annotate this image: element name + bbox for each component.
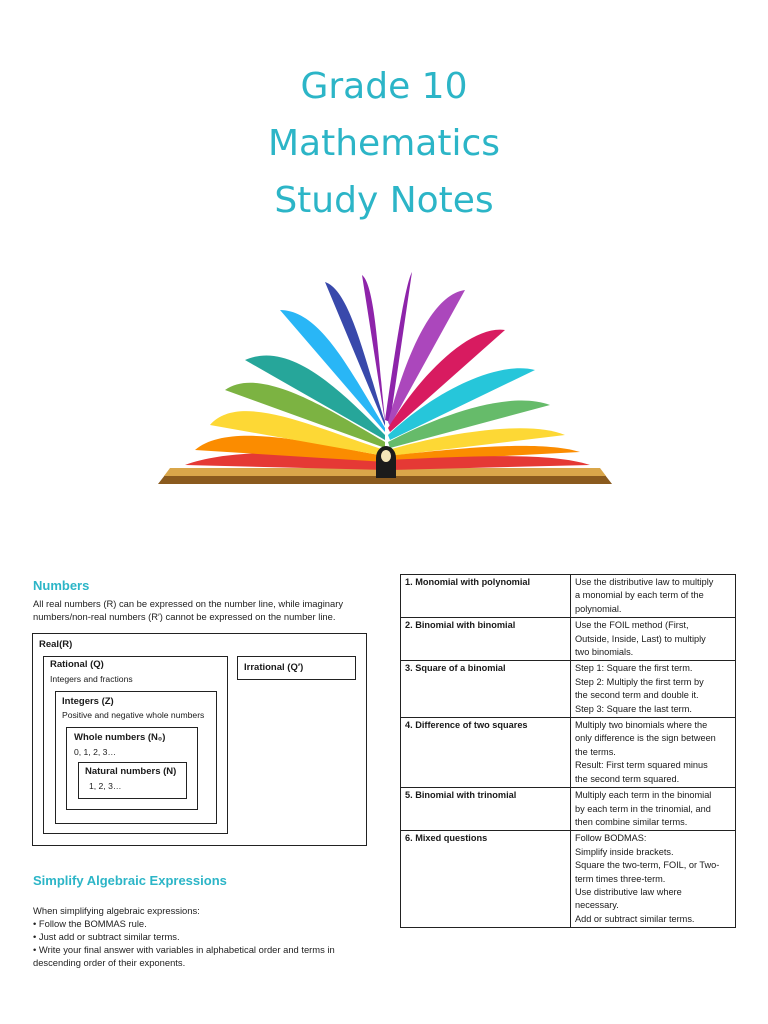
- row-key: 6. Mixed questions: [401, 831, 571, 928]
- table-row: [401, 831, 736, 928]
- irrational-box: [237, 656, 356, 680]
- row-desc: [571, 575, 736, 618]
- row-key: 4. Difference of two squares: [401, 718, 571, 788]
- irrational-label: Irrational (Q′): [244, 662, 304, 673]
- title-line-3: Study Notes: [274, 180, 494, 221]
- multiplication-methods-table: [400, 574, 736, 928]
- desc-line: by each term in the trinomial, and: [575, 803, 711, 814]
- numbers-text-line-1: All real numbers (R) can be expressed on the number line, while imaginary: [33, 598, 344, 609]
- table-row: [401, 661, 736, 718]
- natural-label: Natural numbers (N): [85, 766, 177, 777]
- rational-desc: Integers and fractions: [50, 674, 133, 684]
- numbers-text: [33, 597, 373, 623]
- desc-line: Use the distributive law to multiply: [575, 577, 714, 587]
- table-row: [401, 575, 736, 618]
- simplify-bullet-2: • Just add or subtract similar terms.: [33, 931, 180, 942]
- simplify-text: [33, 904, 373, 969]
- simplify-bullet-3-line-1: • Write your final answer with variables in alphabetical order and terms in: [33, 944, 335, 955]
- numbers-heading: Numbers: [33, 578, 90, 593]
- numbers-text-line-2: numbers/non-real numbers (R′) cannot be expressed on the number line.: [33, 611, 336, 622]
- desc-line: necessary.: [575, 900, 619, 911]
- desc-line: Add or subtract similar terms.: [575, 913, 695, 924]
- natural-desc: 1, 2, 3…: [89, 781, 122, 791]
- row-key: 5. Binomial with trinomial: [401, 788, 571, 831]
- desc-line: two binomials.: [575, 647, 634, 658]
- integers-box: [55, 691, 217, 824]
- rational-box: [43, 656, 228, 834]
- rational-label: Rational (Q): [50, 659, 104, 670]
- desc-line: Multiply two binomials where the: [575, 720, 708, 731]
- whole-numbers-box: [66, 727, 198, 810]
- integers-desc: Positive and negative whole numbers: [62, 710, 205, 720]
- desc-line: polynomial.: [575, 603, 622, 614]
- row-key: 2. Binomial with binomial: [401, 618, 571, 661]
- page-title: [0, 58, 768, 229]
- table-row: [401, 618, 736, 661]
- title-line-1: Grade 10: [300, 66, 468, 107]
- desc-line: the terms.: [575, 746, 616, 757]
- number-sets-diagram: [32, 633, 367, 846]
- desc-line: Multiply each term in the binomial: [575, 790, 712, 801]
- real-label: Real(R): [39, 639, 73, 650]
- desc-line: Follow BODMAS:: [575, 833, 647, 844]
- simplify-intro: When simplifying algebraic expressions:: [33, 905, 200, 916]
- desc-line: Simplify inside brackets.: [575, 846, 674, 857]
- table-row: [401, 718, 736, 788]
- desc-line: the second term squared.: [575, 773, 680, 784]
- desc-line: a monomial by each term of the: [575, 590, 704, 601]
- desc-line: Step 3: Square the last term.: [575, 703, 692, 714]
- simplify-heading: Simplify Algebraic Expressions: [33, 873, 227, 888]
- integers-label: Integers (Z): [62, 696, 114, 707]
- desc-line: the second term and double it.: [575, 690, 699, 701]
- natural-numbers-box: [78, 762, 187, 799]
- desc-line: Use the FOIL method (First,: [575, 620, 689, 631]
- desc-line: only difference is the sign between: [575, 733, 716, 744]
- desc-line: Step 2: Multiply the first term by: [575, 676, 704, 687]
- row-desc: [571, 831, 736, 928]
- row-desc: [571, 788, 736, 831]
- rainbow-book-illustration: [150, 270, 620, 500]
- desc-line: Square the two-term, FOIL, or Two-: [575, 860, 720, 871]
- row-desc: [571, 718, 736, 788]
- desc-line: then combine similar terms.: [575, 816, 688, 827]
- simplify-bullet-1: • Follow the BOMMAS rule.: [33, 918, 147, 929]
- desc-line: Result: First term squared minus: [575, 760, 708, 771]
- whole-label: Whole numbers (N₀): [74, 732, 166, 743]
- row-key: 1. Monomial with polynomial: [401, 575, 571, 618]
- desc-line: Use distributive law where: [575, 886, 682, 897]
- whole-desc: 0, 1, 2, 3…: [74, 747, 117, 757]
- table-row: [401, 788, 736, 831]
- row-desc: [571, 661, 736, 718]
- simplify-bullet-3-line-2: descending order of their exponents.: [33, 957, 186, 968]
- desc-line: Step 1: Square the first term.: [575, 663, 693, 674]
- row-key: 3. Square of a binomial: [401, 661, 571, 718]
- desc-line: term times three-term.: [575, 873, 666, 884]
- desc-line: Outside, Inside, Last) to multiply: [575, 633, 706, 644]
- row-desc: [571, 618, 736, 661]
- title-line-2: Mathematics: [268, 123, 500, 164]
